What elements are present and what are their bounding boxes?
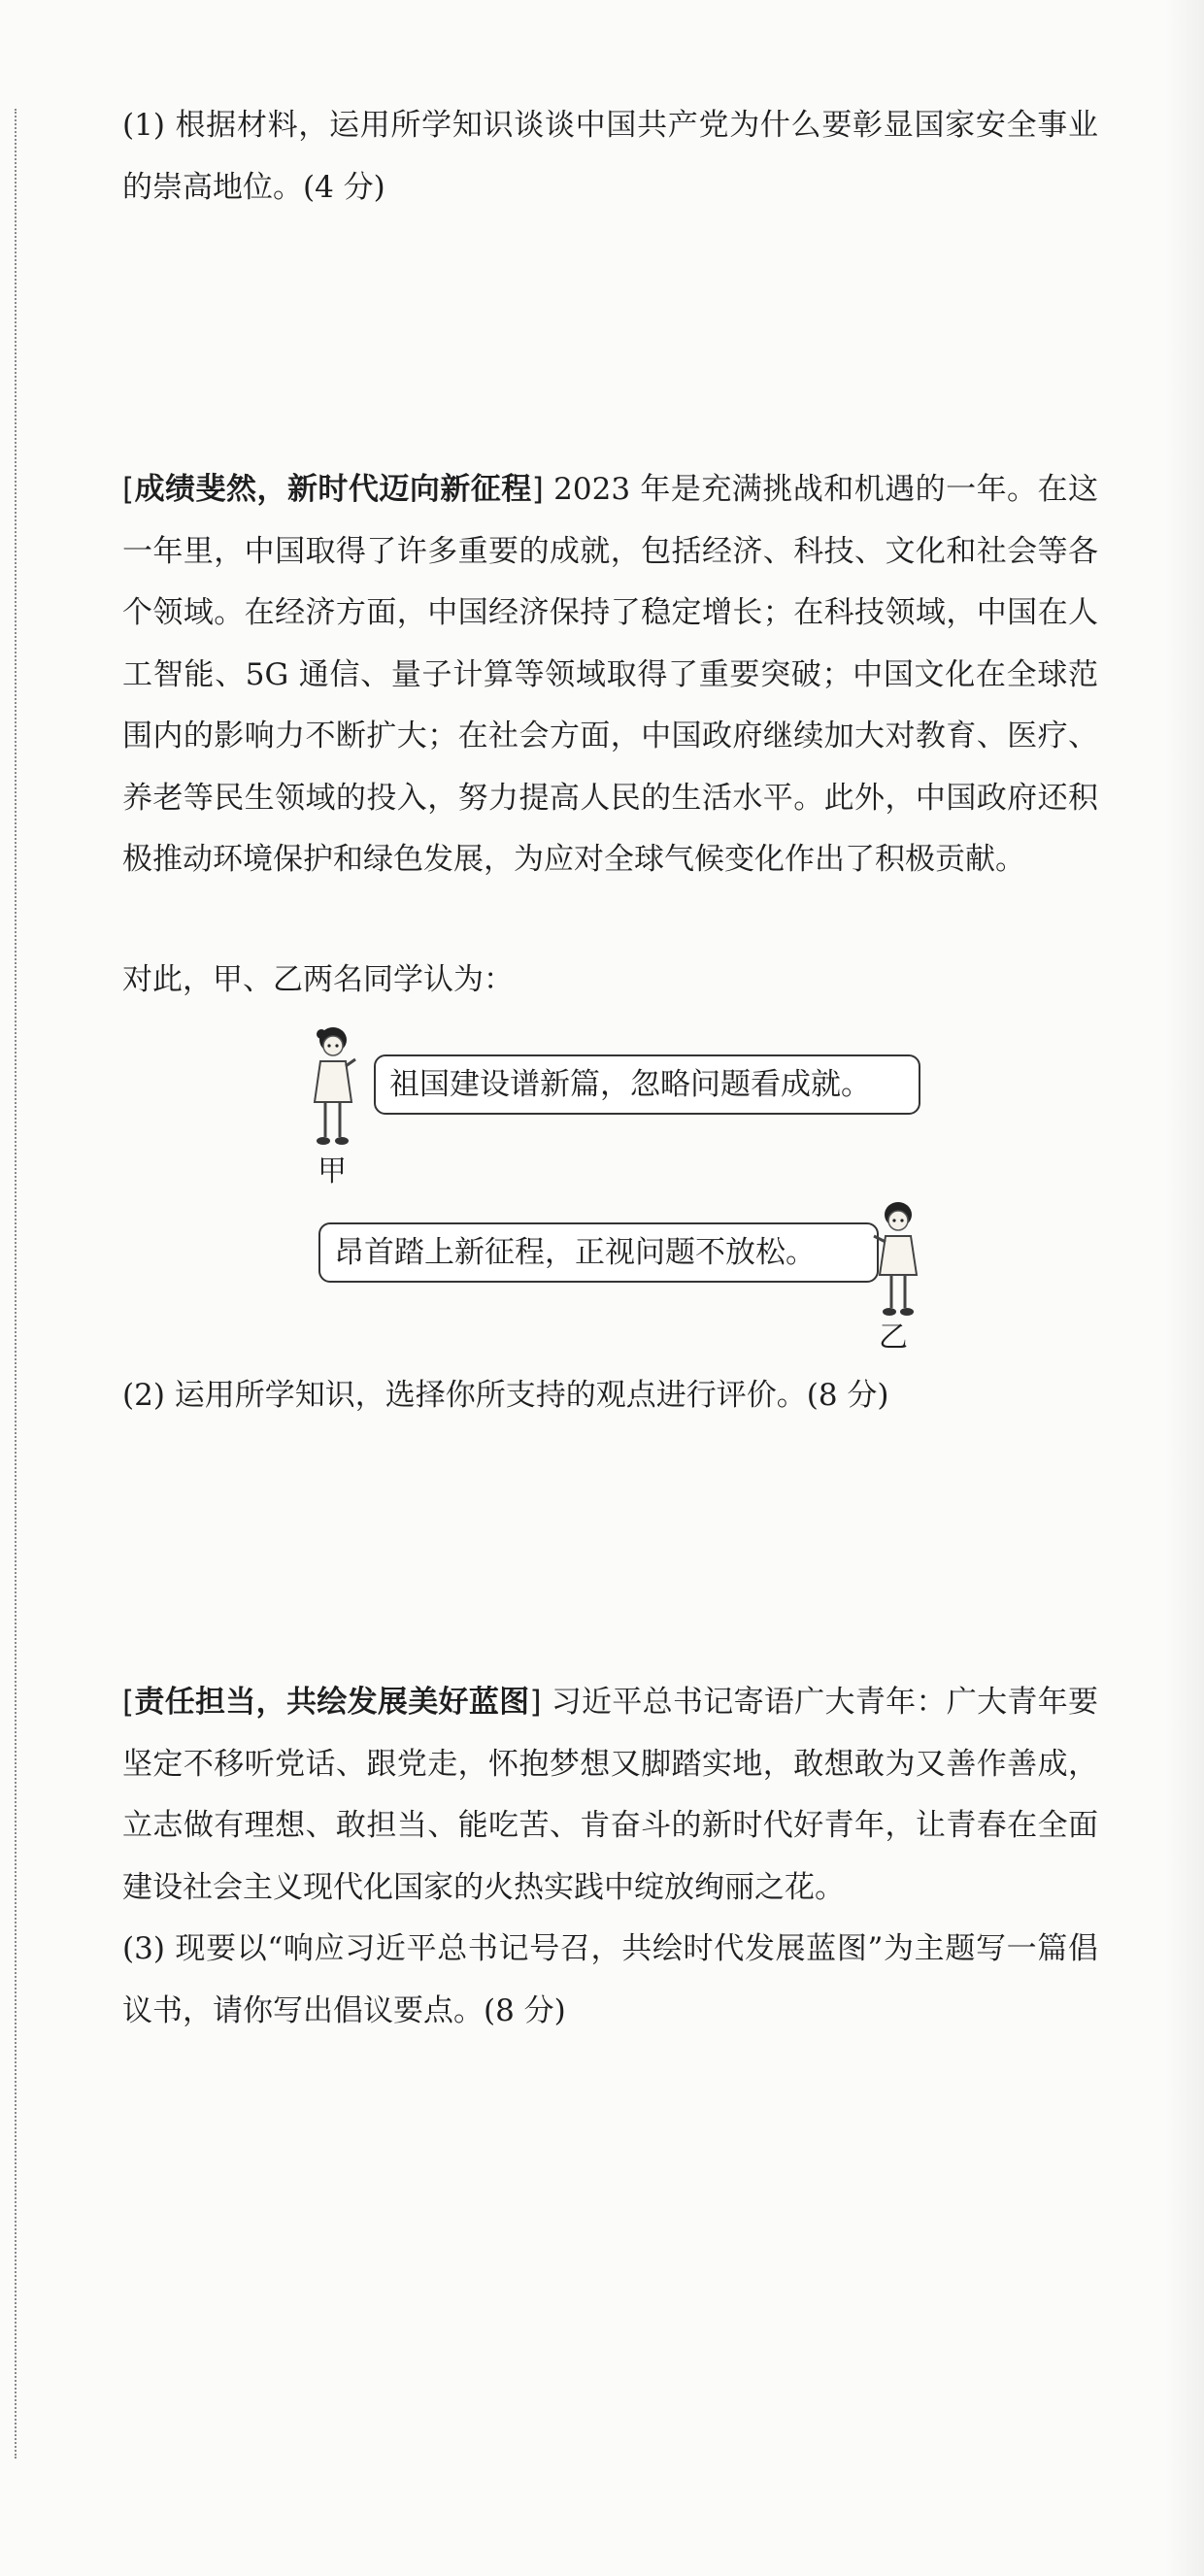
students-intro: 对此，甲、乙两名同学认为：: [122, 962, 514, 997]
question-2: (2) 运用所学知识，选择你所支持的观点进行评价。(8 分): [122, 1378, 889, 1413]
student-jia-speech-bubble: 祖国建设谱新篇，忽略问题看成就。: [374, 1054, 920, 1115]
material-2-body: 习近平总书记寄语广大青年：广大青年要坚定不移听党话、跟党走，怀抱梦想又脚踏实地，敢想敢为又善作善成，立志做有理想、敢担当、能吃苦、肯奋斗的新时代好青年，让青春在全面建设社会主义现代化国家的火热实践中绽放绚丽之花。: [122, 1685, 1099, 1905]
student-jia-figure-icon: [309, 1022, 357, 1149]
student-yi-speech-bubble: 昂首踏上新征程，正视问题不放松。: [318, 1222, 879, 1283]
material-2: [责任担当，共绘发展美好蓝图] 习近平总书记寄语广大青年：广大青年要坚定不移听党话、跟党走，怀抱梦想又脚踏实地，敢想敢为又善作善成，立志做有理想、敢担当、能吃苦、肯奋斗的新时代好青年，让青春在全面建设社会主义现代化国家的火热实践中绽放绚丽之花。: [122, 1685, 1099, 1905]
question-1: (1) 根据材料，运用所学知识谈谈中国共产党为什么要彰显国家安全事业的崇高地位。(4 分): [122, 108, 1098, 205]
material-2-title: 责任担当，共绘发展美好蓝图: [134, 1685, 530, 1720]
binding-margin-line: [15, 109, 17, 2459]
page-edge-shadow: [1165, 0, 1204, 2576]
material-1-title: 成绩斐然，新时代迈向新征程: [134, 472, 532, 507]
student-yi-label: 乙: [879, 1321, 908, 1355]
student-yi-figure-icon: [872, 1197, 920, 1319]
student-jia-label: 甲: [318, 1154, 347, 1188]
material-1-body: 2023 年是充满挑战和机遇的一年。在这一年里，中国取得了许多重要的成就，包括经济、科技、文化和社会等各个领域。在经济方面，中国经济保持了稳定增长；在科技领域，中国在人工智能、5G 通信、量子计算等领域取得了重要突破；中国文化在全球范围内的影响力不断扩大；在社会方面，中国政府继续加大对教育、医疗、养老等民生领域的投入，努力提高人民的生活水平。此外，中国政府还积极推动环境保护和绿色发展，为应对全球气候变化作出了积极贡献。: [122, 472, 1099, 877]
question-3: (3) 现要以“响应习近平总书记号召，共绘时代发展蓝图”为主题写一篇倡议书，请你写出倡议要点。(8 分): [122, 1931, 1098, 2028]
material-1: [成绩斐然，新时代迈向新征程] 2023 年是充满挑战和机遇的一年。在这一年里，中国取得了许多重要的成就，包括经济、科技、文化和社会等各个领域。在经济方面，中国经济保持了稳定增长；在科技领域，中国在人工智能、5G 通信、量子计算等领域取得了重要突破；中国文化在全球范围内的影响力不断扩大；在社会方面，中国政府继续加大对教育、医疗、养老等民生领域的投入，努力提高人民的生活水平。此外，中国政府还积极推动环境保护和绿色发展，为应对全球气候变化作出了积极贡献。: [122, 472, 1099, 877]
